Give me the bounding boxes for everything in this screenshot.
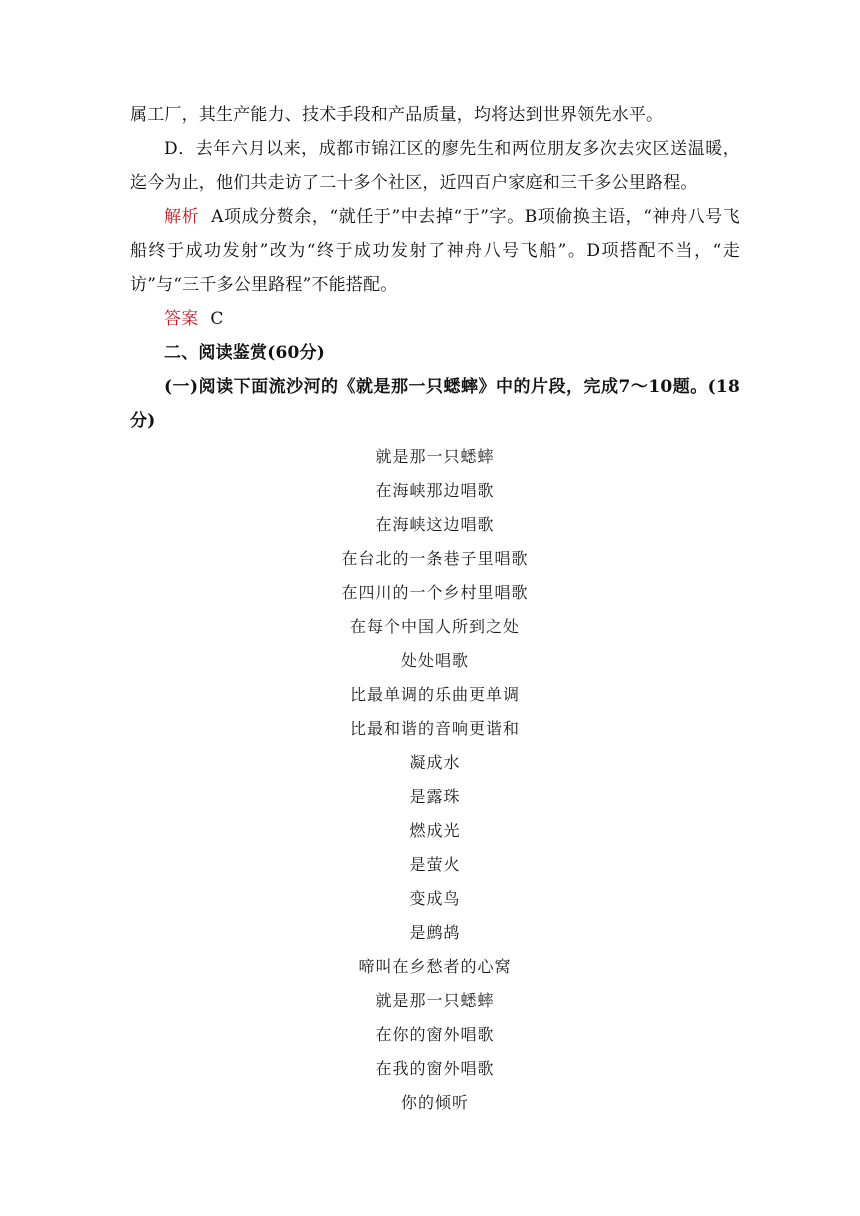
poem-line: 是鹧鸪 (409, 923, 461, 942)
poem-line: 在海峡那边唱歌 (375, 481, 495, 500)
poem-line: 凝成水 (409, 753, 461, 772)
poem-line: 比最和谐的音响更谐和 (349, 719, 520, 738)
poem-line: 是露珠 (409, 787, 461, 806)
poem-line: 在我的窗外唱歌 (375, 1059, 495, 1078)
analysis-paragraph (130, 200, 740, 302)
poem-line: 变成鸟 (409, 889, 461, 908)
poem-line: 啼叫在乡愁者的心窝 (358, 957, 512, 976)
analysis-label: 解析 (164, 207, 200, 227)
answer-value: C (210, 309, 224, 329)
poem-block (130, 440, 740, 1120)
poem-line: 在海峡这边唱歌 (375, 515, 495, 534)
poem-line: 比最单调的乐曲更单调 (349, 685, 520, 704)
poem-line: 在四川的一个乡村里唱歌 (341, 583, 529, 602)
answer-paragraph (130, 302, 740, 336)
section-heading: 二、阅读鉴赏(60分) (164, 343, 325, 363)
poem-line: 处处唱歌 (400, 651, 469, 670)
section-subheading: (一)阅读下面流沙河的《就是那一只蟋蟀》中的片段，完成7～10题。(18分) (130, 377, 740, 431)
poem-line: 在每个中国人所到之处 (349, 617, 520, 636)
document-body (130, 98, 740, 1120)
analysis-text: A项成分赘余，“就任于”中去掉“于”字。B项偷换主语，“神舟八号飞船终于成功发射”改为“终于成功发射了神舟八号飞船”。D项搭配不当，“走访”与“三千多公里路程”不能搭配。 (130, 207, 740, 295)
answer-label: 答案 (164, 309, 199, 329)
poem-line: 就是那一只蟋蟀 (375, 991, 495, 1010)
option-d-paragraph: D．去年六月以来，成都市锦江区的廖先生和两位朋友多次去灾区送温暖，迄今为止，他们共走访了二十多个社区，近四百户家庭和三千多公里路程。 (130, 139, 740, 193)
poem-line: 就是那一只蟋蟀 (375, 447, 495, 466)
passage-continuation: 属工厂，其生产能力、技术手段和产品质量，均将达到世界领先水平。 (130, 105, 664, 125)
poem-line: 你的倾听 (400, 1093, 469, 1112)
poem-line: 在台北的一条巷子里唱歌 (341, 549, 529, 568)
poem-line: 是萤火 (409, 855, 461, 874)
poem-line: 在你的窗外唱歌 (375, 1025, 495, 1044)
poem-line: 燃成光 (409, 821, 461, 840)
